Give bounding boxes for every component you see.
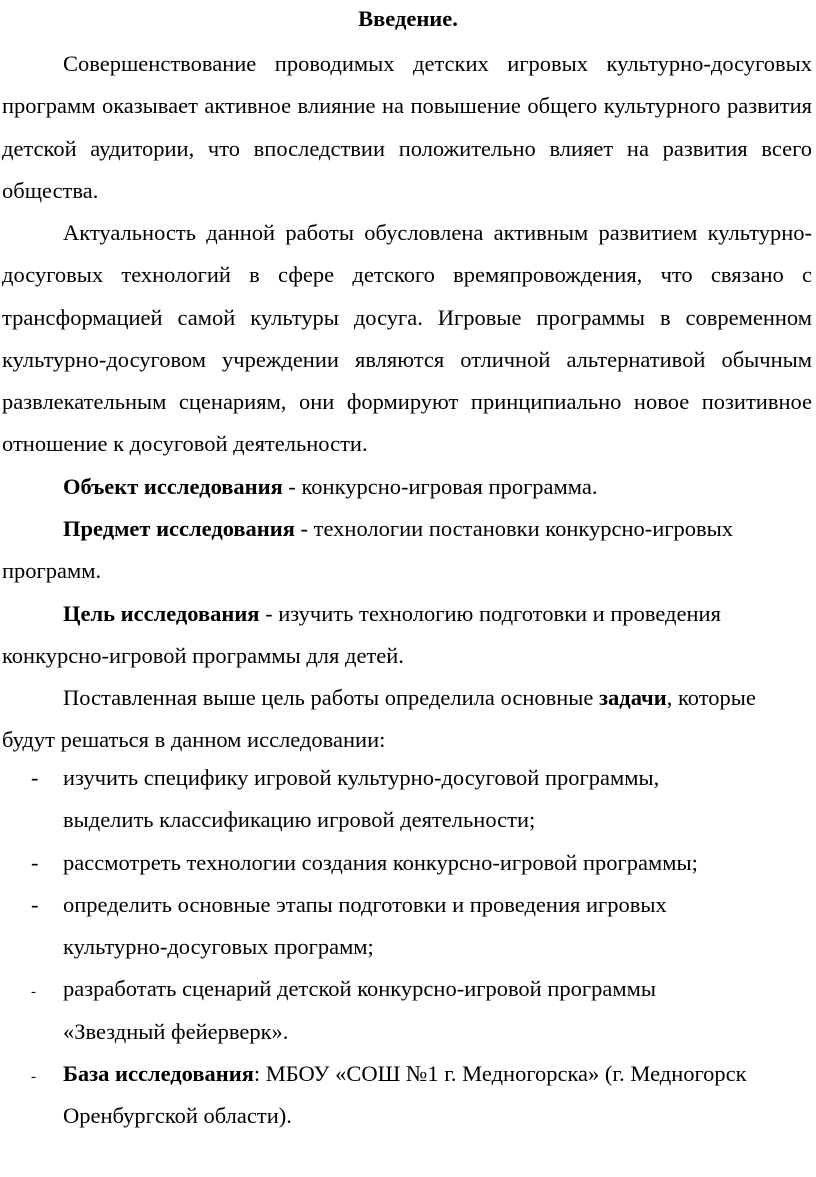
list-item — [0, 757, 816, 842]
goal-label: Цель исследования — [63, 601, 260, 626]
goal-paragraph — [2, 593, 812, 678]
tasks-list — [0, 757, 816, 1138]
task-line: выделить классификацию игровой деятельности; — [63, 807, 536, 833]
object-text: - конкурсно-игровая программа. — [282, 474, 598, 499]
base-label: База исследования — [63, 1061, 254, 1087]
list-item — [0, 884, 816, 969]
subject-label: Предмет исследования — [63, 516, 295, 541]
list-dash: - — [31, 849, 39, 875]
list-dash: - — [31, 984, 36, 1001]
object-paragraph — [2, 466, 812, 508]
task-line: рассмотреть технологии создания конкурсно-игровой программы; — [63, 849, 698, 875]
list-dash: - — [31, 891, 39, 917]
intro-paragraph: Совершенствование проводимых детских игровых культурно-досуговых программ оказывает активное влияние на повышение общего культурного развития детской аудитории, что впоследствии положительно влияет на развития всего общества. — [2, 51, 812, 203]
tasks-intro-before: Поставленная выше цель работы определила основные — [63, 685, 600, 710]
subject-text: - технологии постановки конкурсно-игровых программ. — [2, 516, 733, 584]
tasks-intro-after: , которые будут решаться в данном исследовании: — [2, 685, 756, 753]
base-text: : МБОУ «СОШ №1 г. Медногорска» (г. Медногорск — [253, 1061, 747, 1087]
tasks-intro-paragraph — [2, 677, 812, 762]
task-line: определить основные этапы подготовки и проведения игровых — [63, 891, 667, 917]
task-line: разработать сценарий детской конкурсно-игровой программы — [63, 976, 656, 1002]
base-line: Оренбургской области). — [63, 1103, 292, 1129]
list-dash: - — [31, 765, 39, 790]
page-title: Введение. — [358, 6, 458, 31]
object-label: Объект исследования — [63, 474, 283, 499]
subject-paragraph — [2, 508, 812, 593]
task-line: изучить специфику игровой культурно-досуговой программы, — [63, 765, 660, 790]
base-item — [0, 1053, 816, 1138]
task-line: культурно-досуговых программ; — [63, 934, 374, 960]
list-dash: - — [31, 1069, 36, 1086]
base-line — [63, 1053, 816, 1095]
task-line: «Звездный фейерверк». — [63, 1018, 289, 1044]
tasks-keyword: задачи — [599, 685, 667, 710]
list-item — [0, 968, 816, 1053]
relevance-paragraph: Актуальность данной работы обусловлена активным развитием культурно-досуговых технологий в сфере детского времяпровождения, что связано с трансформацией самой культуры досуга. Игровые программы в современном культурно-досуговом учреждении являются отличной альтернативой обычным развлекательным сценариям, они формируют принципиально новое позитивное отношение к досуговой деятельности. — [2, 220, 812, 457]
list-item — [0, 842, 816, 884]
goal-text: - изучить технологию подготовки и проведения конкурсно-игровой программы для детей. — [2, 601, 721, 669]
